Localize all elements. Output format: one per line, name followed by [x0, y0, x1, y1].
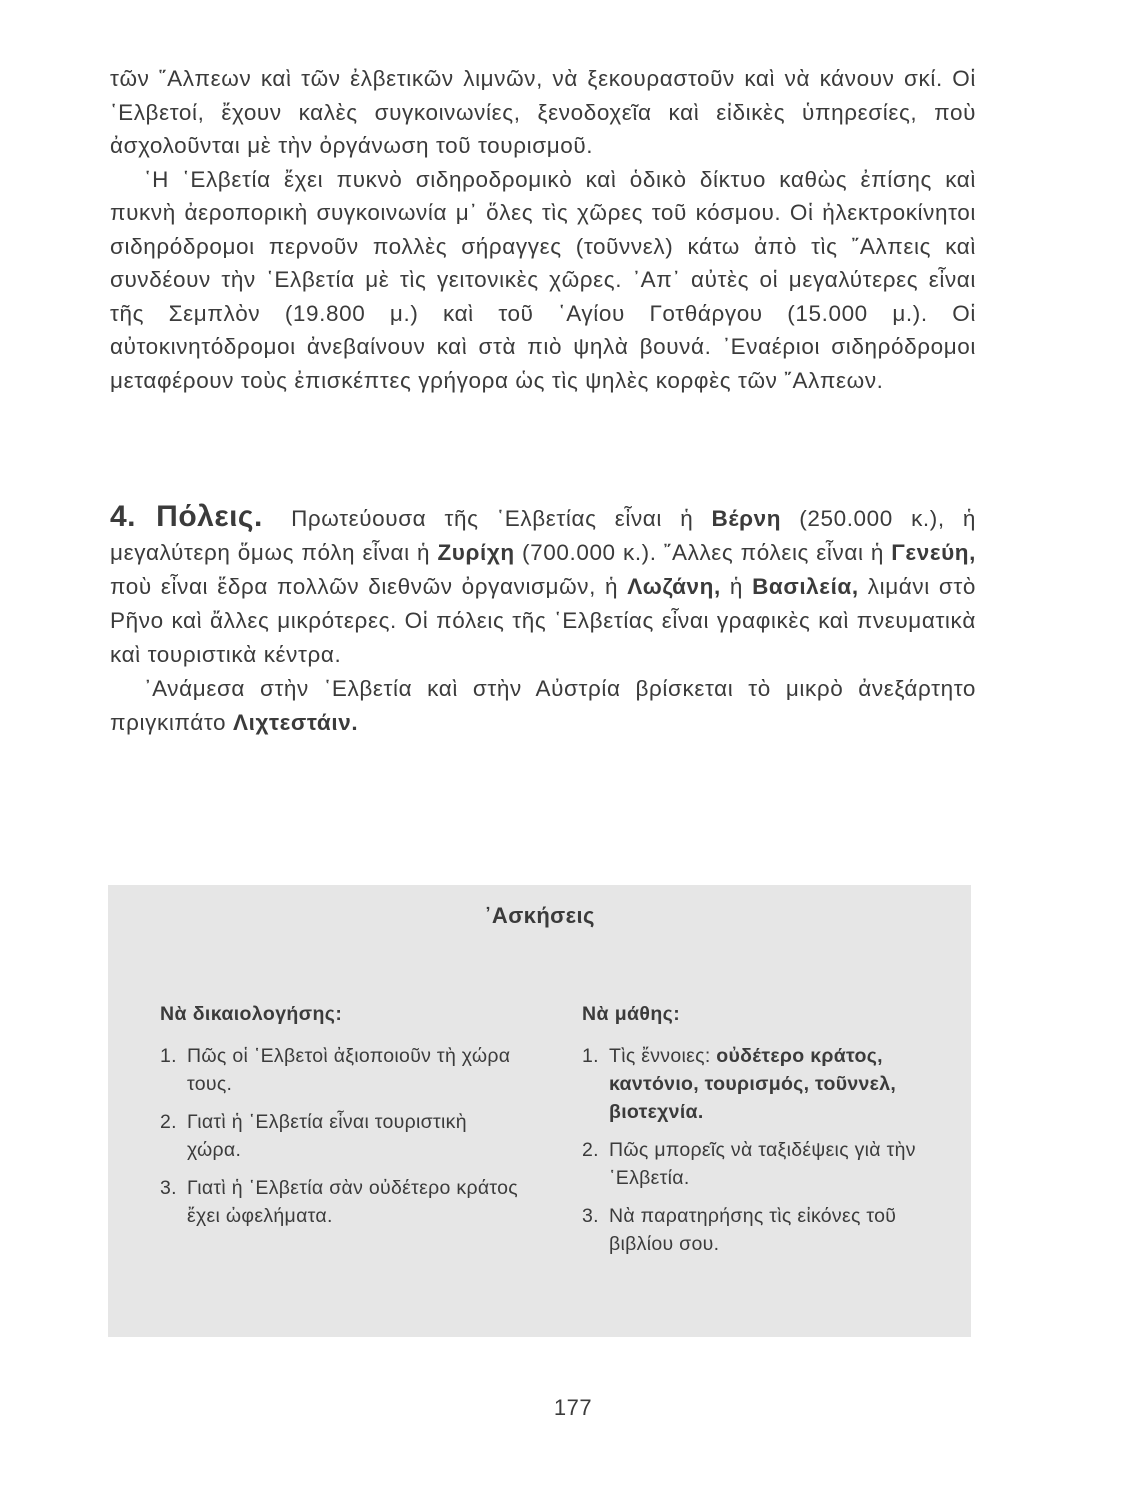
- city-geneva: Γενεύη,: [891, 540, 976, 565]
- list-item: [160, 1174, 520, 1230]
- list-item-number: 2.: [160, 1111, 177, 1133]
- section-cities-paragraph-2: [110, 672, 976, 740]
- list-item-text: Πῶς οἱ ῾Ελβετοὶ ἀξιοποιοῦν τὴ χώρα τους.: [187, 1045, 511, 1095]
- list-item: [582, 1042, 932, 1126]
- text-run: (250.000 κ.), ἡ μεγαλύτερη ὅμως πόλη εἶναι ἡ: [110, 506, 977, 565]
- list-item-number: 1.: [582, 1045, 599, 1067]
- text-run: ᾽Ανάμεσα στὴν ῾Ελβετία καὶ στὴν Αὐστρία βρίσκεται τὸ μικρὸ ἀνεξάρτητο πριγκιπάτο: [110, 676, 976, 735]
- text-run: ἡ: [729, 574, 744, 599]
- city-bern: Βέρνη: [711, 506, 782, 531]
- city-zurich: Ζυρίχη: [437, 540, 515, 565]
- page-number: 177: [553, 1395, 593, 1420]
- exercises-right-heading: Νὰ μάθης:: [582, 1003, 681, 1025]
- list-item: [582, 1136, 932, 1192]
- intro-paragraph-1: τῶν ῞Αλπεων καὶ τῶν ἐλβετικῶν λιμνῶν, νὰ ξεκουραστοῦν καὶ νὰ κάνουν σκί. Οἱ ῾Ελβετοί, ἔχουν καλὲς συγκοινωνίες, ξενοδοχεῖα καὶ εἰδικὲς ὑπηρεσίες, ποὺ ἀσχολοῦνται μὲ τὴν ὀργάνωση τοῦ τουρισμοῦ.: [110, 66, 976, 158]
- exercises-right-list: [582, 1042, 932, 1258]
- city-basel: Βασιλεία,: [752, 574, 859, 599]
- text-run: (700.000 κ.). ῎Αλλες πόλεις εἶναι ἡ: [522, 540, 884, 565]
- exercises-title: ᾽Ασκήσεις: [484, 903, 595, 928]
- list-item-bold-terms: οὐδέτερο κράτος, καντόνιο, τουρισμός, τοῦννελ, βιοτεχνία.: [609, 1045, 897, 1123]
- city-lausanne: Λωζάνη,: [627, 574, 721, 599]
- list-item-number: 3.: [582, 1205, 599, 1227]
- list-item: [160, 1108, 520, 1164]
- list-item-text: Γιατὶ ἡ ῾Ελβετία εἶναι τουριστικὴ χώρα.: [187, 1111, 467, 1161]
- list-item: [582, 1202, 932, 1258]
- exercises-left-heading: Νὰ δικαιολογήσης:: [160, 1003, 343, 1025]
- list-item-text: Νὰ παρατηρήσης τὶς εἰκόνες τοῦ βιβλίου σου.: [609, 1205, 897, 1255]
- exercises-left-column: [160, 1000, 520, 1240]
- list-item-number: 2.: [582, 1139, 599, 1161]
- exercises-right-column: [582, 1000, 932, 1268]
- text-run: ποὺ εἶναι ἕδρα πολλῶν διεθνῶν ὀργανισμῶν, ἡ: [110, 574, 619, 599]
- text-run: Πρωτεύουσα τῆς ῾Ελβετίας εἶναι ἡ: [291, 506, 694, 531]
- section-cities: [110, 500, 976, 740]
- exercises-left-list: [160, 1042, 520, 1230]
- intro-paragraph-2: ῾Η ῾Ελβετία ἔχει πυκνὸ σιδηροδρομικὸ καὶ ὁδικὸ δίκτυο καθὼς ἐπίσης καὶ πυκνὴ ἀεροπορικὴ συγκοινωνία μ᾽ ὅλες τὶς χῶρες τοῦ κόσμου. Οἱ ἠλεκτροκίνητοι σιδηρόδρομοι περνοῦν πολλὲς σήραγγες (τοῦννελ) κάτω ἀπὸ τὶς ῎Αλπεις καὶ συνδέουν τὴν ῾Ελβετία μὲ τὶς γειτονικὲς χῶρες. ᾽Απ᾽ αὐτὲς οἱ μεγαλύτερες εἶναι τῆς Σεμπλὸν (19.800 μ.) καὶ τοῦ ῾Αγίου Γοτθάργου (15.000 μ.). Οἱ αὐτοκινητόδρομοι ἀνεβαίνουν καὶ στὰ πιὸ ψηλὰ βουνά. ᾽Εναέριοι σιδηρόδρομοι μεταφέρουν τοὺς ἐπισκέπτες γρήγορα ὡς τὶς ψηλὲς κορφὲς τῶν ῎Αλπεων.: [110, 166, 976, 393]
- list-item-number: 3.: [160, 1177, 177, 1199]
- list-item-text: Γιατὶ ἡ ῾Ελβετία σὰν οὐδέτερο κράτος ἔχει ὠφελήματα.: [187, 1177, 518, 1227]
- text-run: λιμάνι στὸ Ρῆνο καὶ ἄλλες μικρότερες. Οἱ πόλεις τῆς ῾Ελβετίας εἶναι γραφικὲς καὶ πνευματικὰ καὶ τουριστικὰ κέντρα.: [110, 574, 976, 667]
- list-item-text: Τὶς ἔννοιες:: [609, 1045, 711, 1067]
- list-item-text: Πῶς μπορεῖς νὰ ταξιδέψεις γιὰ τὴν ῾Ελβετία.: [609, 1139, 916, 1189]
- exercises-box: [108, 885, 971, 1337]
- intro-text: [110, 62, 976, 397]
- liechtenstein: Λιχτεστάιν.: [232, 710, 359, 735]
- list-item-number: 1.: [160, 1045, 177, 1067]
- list-item: [160, 1042, 520, 1098]
- section-heading: 4. Πόλεις.: [110, 500, 263, 533]
- section-cities-paragraph-1: [110, 500, 976, 672]
